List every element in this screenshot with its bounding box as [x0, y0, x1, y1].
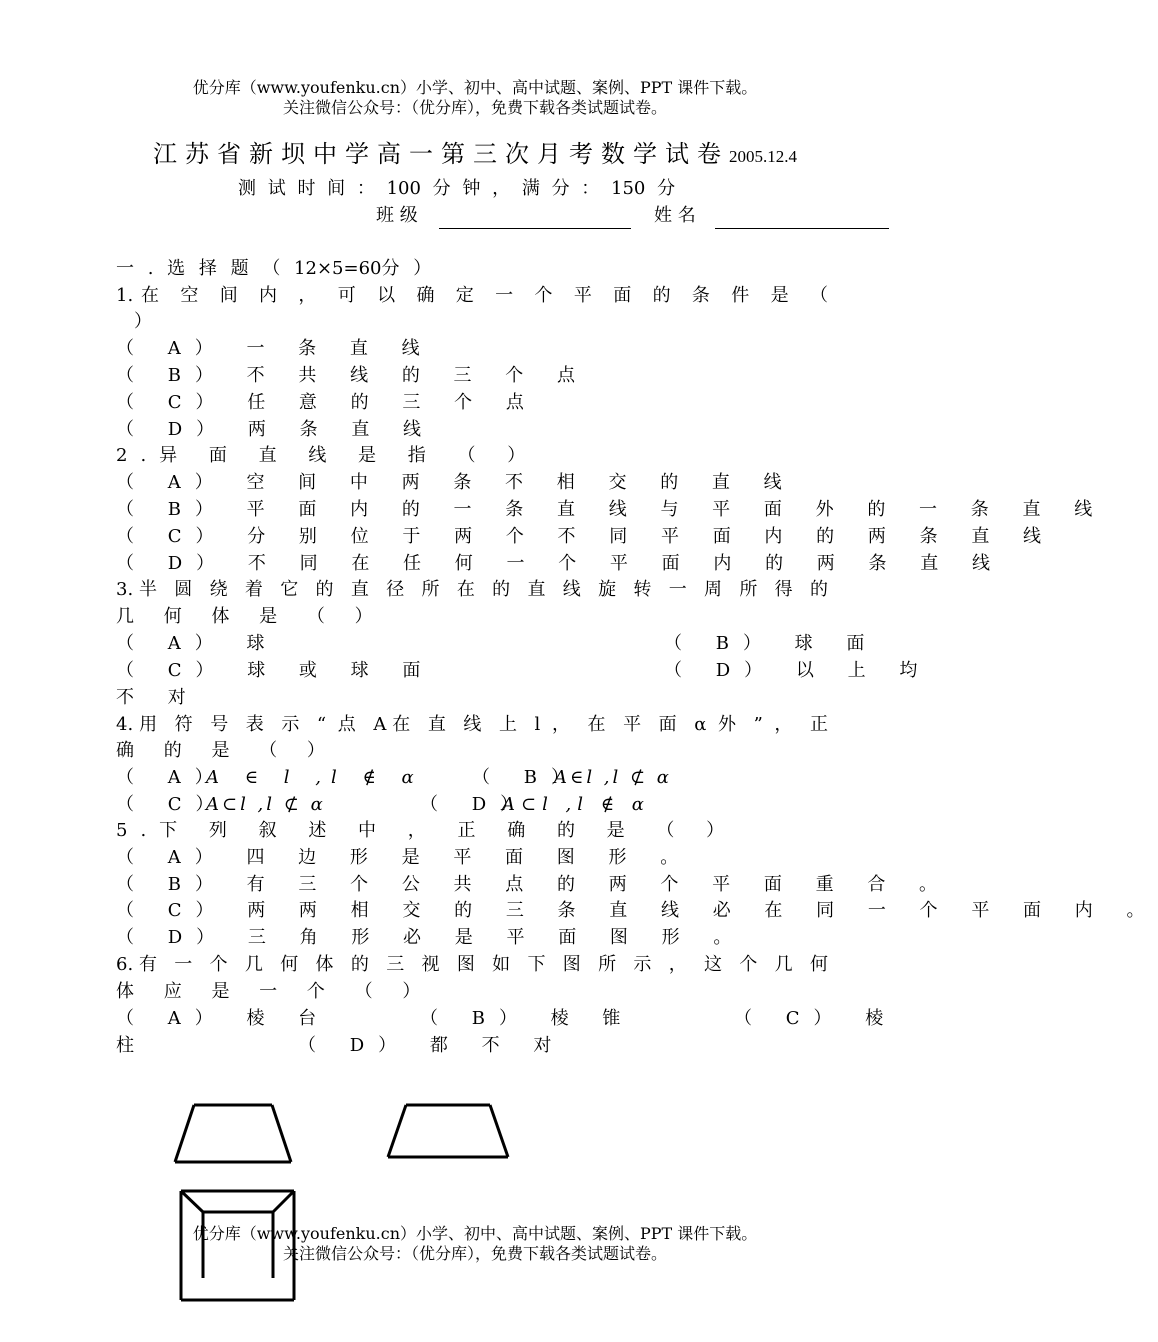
q4-option-a-label: （ A） [116, 767, 227, 788]
header-line-2: 关注微信公众号：（优分库），免费下载各类试题试卷。 [282, 98, 667, 117]
q3-option-c: （ C） 球 或 球 面 [116, 660, 435, 681]
q5-option-c: （ C） 两 两 相 交 的 三 条 直 线 必 在 同 一 个 平 面 内 。 [116, 900, 1158, 921]
q3-option-d: （ D） 以 上 均 [664, 660, 932, 681]
side-view-trapezoid [388, 1105, 508, 1157]
q6-stem-2: 体 应 是 一 个 （ ） [116, 981, 433, 1002]
q4-option-d-math: A⊂l ,l ∉ α [502, 794, 650, 815]
q1-stem: 1.在 空 间 内 ， 可 以 确 定 一 个 平 面 的 条 件 是 （ [116, 285, 828, 306]
q4-option-c-math: A⊂l ,l ⊄ α [206, 794, 326, 815]
q4-stem: 4.用 符 号 表 示 “ 点 A在 直 线 上 l ， 在 平 面 α 外 ” ， 正 [116, 714, 828, 735]
q4-option-d-label: （ D） [420, 794, 533, 815]
q3-stem-2: 几 何 体 是 （ ） [116, 606, 385, 627]
q2-option-b: （ B） 平 面 内 的 一 条 直 线 与 平 面 外 的 一 条 直 线 [116, 499, 1107, 520]
q5-option-b: （ B） 有 三 个 公 共 点 的 两 个 平 面 重 合 。 [116, 874, 952, 895]
q5-option-d: （ D） 三 角 形 必 是 平 面 图 形 。 [116, 927, 746, 948]
name-label: 姓 名 [654, 205, 696, 226]
q5-stem: 5.下 列 叙 述 中 ， 正 确 的 是 （ ） [116, 820, 738, 841]
q3-option-a: （ A） 球 [116, 633, 279, 654]
footer-line-2: 关注微信公众号：（优分库），免费下载各类试题试卷。 [282, 1244, 667, 1263]
q3-stem: 3.半 圆 绕 着 它 的 直 径 所 在 的 直 线 旋 转 一 周 所 得 的 [116, 579, 828, 600]
q4-stem-2: 确 的 是 （ ） [116, 740, 337, 761]
q2-option-c: （ C） 分 别 位 于 两 个 不 同 平 面 内 的 两 条 直 线 [116, 526, 1056, 547]
title-date: 2005.12.4 [729, 147, 797, 166]
q6-option-b: （ B） 棱 锥 [420, 1008, 635, 1029]
section-heading: 一 . 选 择 题 （ 12×5=60分 ） [116, 258, 432, 279]
title-main: 江苏省新坝中学高一第三次月考数学试卷 [153, 140, 729, 168]
q1-option-a: （ A） 一 条 直 线 [116, 338, 434, 359]
q4-option-c-label: （ C） [116, 794, 228, 815]
q6-option-d: （ D） 都 不 对 [298, 1035, 566, 1056]
q6-stem: 6.有 一 个 几 何 体 的 三 视 图 如 下 图 所 示 ， 这 个 几 何 [116, 954, 828, 975]
q6-option-a: （ A） 棱 台 [116, 1008, 331, 1029]
q1-option-c: （ C） 任 意 的 三 个 点 [116, 392, 538, 413]
class-label: 班 级 [376, 205, 418, 226]
front-view-trapezoid [175, 1105, 291, 1162]
q4-option-b-math: A∈l ,l ⊄ α [554, 767, 672, 788]
q4-option-b-label: （ B） [472, 767, 583, 788]
q2-stem: 2.异 面 直 线 是 指 （ ） [116, 445, 539, 466]
q6-option-c-cont: 柱 [116, 1035, 148, 1056]
q1-stem-end: ） [134, 311, 152, 332]
header-line-1: 优分库（www.youfenku.cn）小学、初中、高中试题、案例、PPT 课件下载。 [192, 78, 758, 97]
q1-option-b: （ B） 不 共 线 的 三 个 点 [116, 365, 589, 386]
footer-line-1: 优分库（www.youfenku.cn）小学、初中、高中试题、案例、PPT 课件下载。 [192, 1224, 758, 1243]
q6-option-c: （ C） 棱 [734, 1008, 898, 1029]
exam-time-info: 测 试 时 间 ： 100 分 钟 ， 满 分 ： 150 分 [238, 178, 676, 199]
q3-option-d-cont: 不 对 [116, 687, 200, 708]
q2-option-a: （ A） 空 间 中 两 条 不 相 交 的 直 线 [116, 472, 796, 493]
q5-option-a: （ A） 四 边 形 是 平 面 图 形 。 [116, 847, 693, 868]
q2-option-d: （ D） 不 同 在 任 何 一 个 平 面 内 的 两 条 直 线 [116, 553, 1004, 574]
q3-option-b: （ B） 球 面 [664, 633, 879, 654]
q4-option-a-math: A ∈ l ,l ∉ α [206, 767, 424, 788]
q1-option-d: （ D） 两 条 直 线 [116, 419, 436, 440]
